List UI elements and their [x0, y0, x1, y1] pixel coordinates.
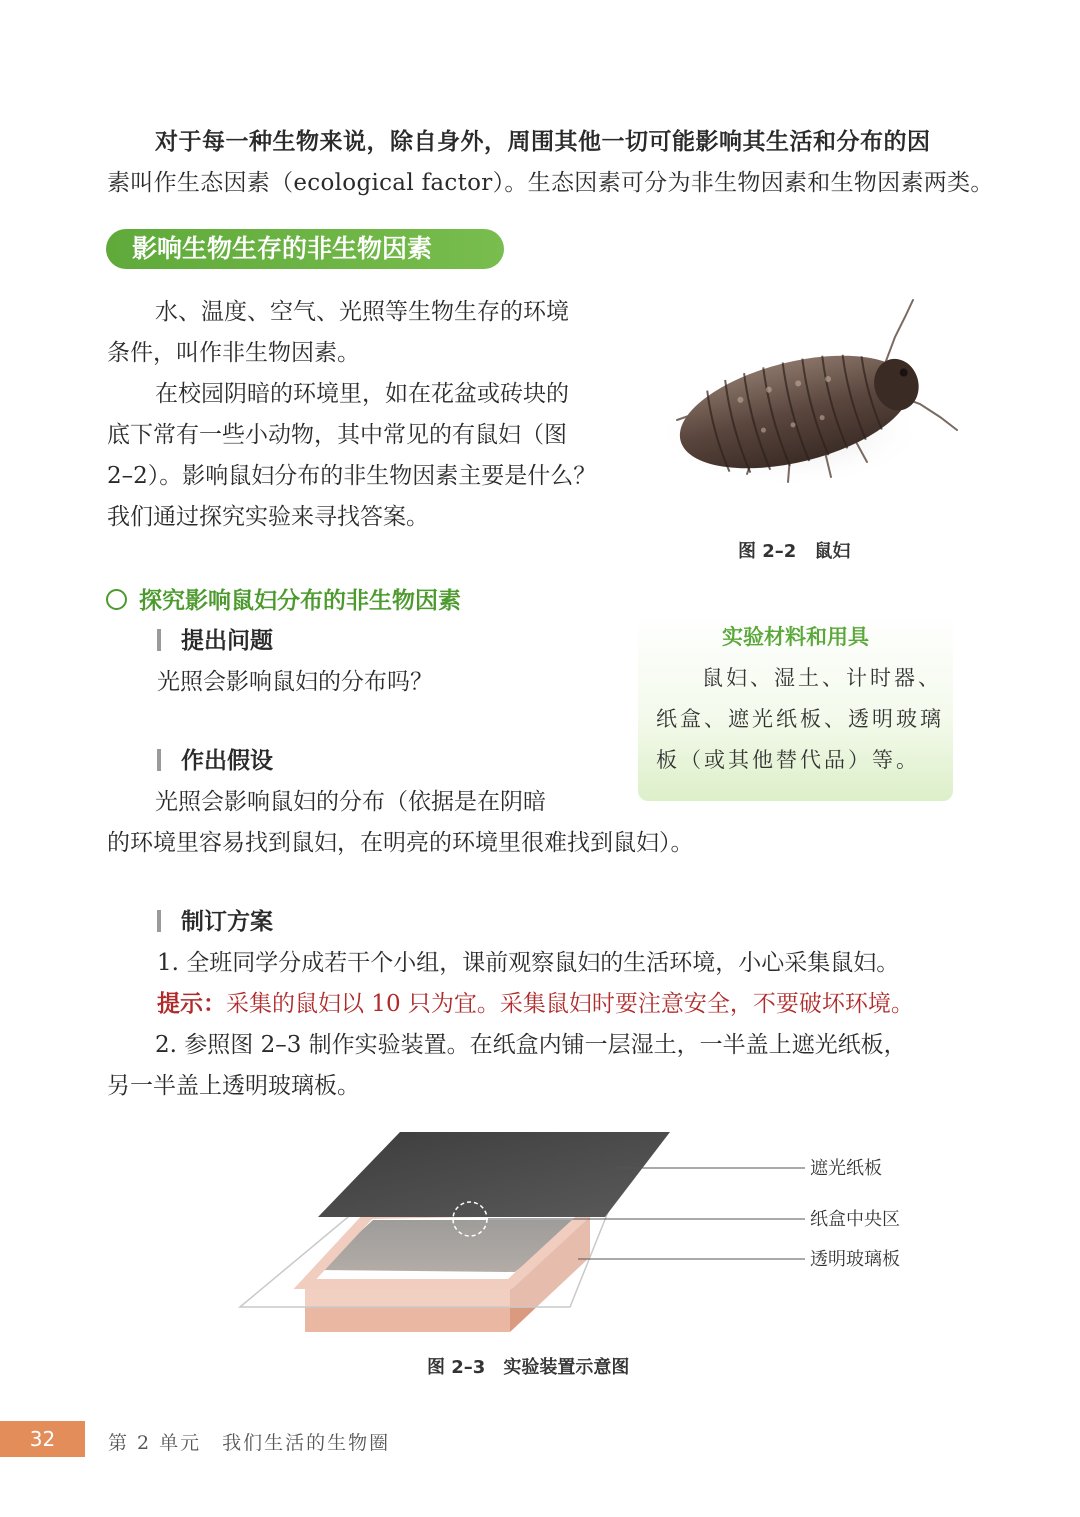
intro-line-1: 对于每一种生物来说，除自身外，周围其他一切可能影响其生活和分布的因: [155, 129, 931, 155]
woodlouse-paragraph: [107, 374, 627, 538]
woodlouse-line-3: 2–2）。影响鼠妇分布的非生物因素主要是什么？: [107, 463, 597, 489]
woodlouse-line-1: 在校园阴暗的环境里，如在花盆或砖块的: [155, 381, 569, 407]
glass-plate: [240, 1207, 610, 1307]
tip-label: 提示：: [157, 991, 226, 1017]
materials-line-3: 板（或其他替代品）等。: [656, 748, 920, 772]
materials-title: 实验材料和用具: [722, 625, 869, 649]
heading-bar-icon: [157, 910, 161, 932]
abiotic-paragraph: [107, 292, 627, 374]
question-heading: [157, 625, 273, 657]
abiotic-line-2: 条件，叫作非生物因素。: [107, 340, 360, 366]
plan-step-2-line-2: 另一半盖上透明玻璃板。: [107, 1073, 360, 1099]
woodlouse-image: [655, 292, 960, 507]
hypothesis-line-1: 光照会影响鼠妇的分布（依据是在阴暗: [155, 789, 546, 815]
materials-list: [656, 658, 944, 781]
label-glass: 透明玻璃板: [810, 1249, 900, 1270]
footer-unit-title: 第 2 单元 我们生活的生物圈: [108, 1432, 391, 1454]
experiment-apparatus-diagram: [230, 1122, 930, 1342]
materials-line-1: 鼠妇、湿土、计时器、: [702, 666, 942, 690]
plan-heading: [157, 906, 273, 938]
question-text: 光照会影响鼠妇的分布吗？: [157, 669, 433, 695]
question-heading-text: 提出问题: [181, 628, 273, 654]
plan-step-2-line-1: 2. 参照图 2–3 制作实验装置。在纸盒内铺一层湿土，一半盖上遮光纸板，: [155, 1032, 907, 1058]
inquiry-title-text: 探究影响鼠妇分布的非生物因素: [139, 588, 461, 614]
tip-text: 采集的鼠妇以 10 只为宜。采集鼠妇时要注意安全，不要破坏环境。: [226, 991, 914, 1017]
materials-line-2: 纸盒、遮光纸板、透明玻璃: [656, 707, 944, 731]
plan-heading-text: 制订方案: [181, 909, 273, 935]
hypothesis-line-2: 的环境里容易找到鼠妇，在明亮的环境里很难找到鼠妇）。: [107, 830, 694, 856]
woodlouse-line-2: 底下常有一些小动物，其中常见的有鼠妇（图: [107, 422, 567, 448]
section-title: 影响生物生存的非生物因素: [106, 229, 504, 269]
materials-box: [638, 613, 953, 801]
hypothesis-heading: [157, 745, 273, 777]
label-center-zone: 纸盒中央区: [810, 1209, 900, 1230]
tip-note: [157, 984, 914, 1025]
inquiry-title: [106, 585, 461, 617]
light-blocking-cover: [318, 1132, 670, 1217]
page-number: 32: [0, 1421, 85, 1457]
circle-icon: [106, 589, 127, 610]
abiotic-line-1: 水、温度、空气、光照等生物生存的环境: [155, 299, 569, 325]
figure-2-3-caption: 图 2–3 实验装置示意图: [427, 1357, 630, 1378]
heading-bar-icon: [157, 749, 161, 771]
label-cover: 遮光纸板: [810, 1158, 882, 1179]
plan-step-2: [107, 1025, 907, 1107]
heading-bar-icon: [157, 629, 161, 651]
hypothesis-heading-text: 作出假设: [181, 748, 273, 774]
figure-2-2-caption: 图 2–2 鼠妇: [738, 541, 851, 562]
intro-line-2: 素叫作生态因素（ecological factor）。生态因素可分为非生物因素和生物因素两类。: [107, 170, 994, 196]
woodlouse-line-4: 我们通过探究实验来寻找答案。: [107, 504, 429, 530]
intro-paragraph: [107, 122, 994, 204]
hypothesis-paragraph: [107, 782, 694, 864]
plan-step-1: 1. 全班同学分成若干个小组，课前观察鼠妇的生活环境，小心采集鼠妇。: [157, 950, 900, 976]
